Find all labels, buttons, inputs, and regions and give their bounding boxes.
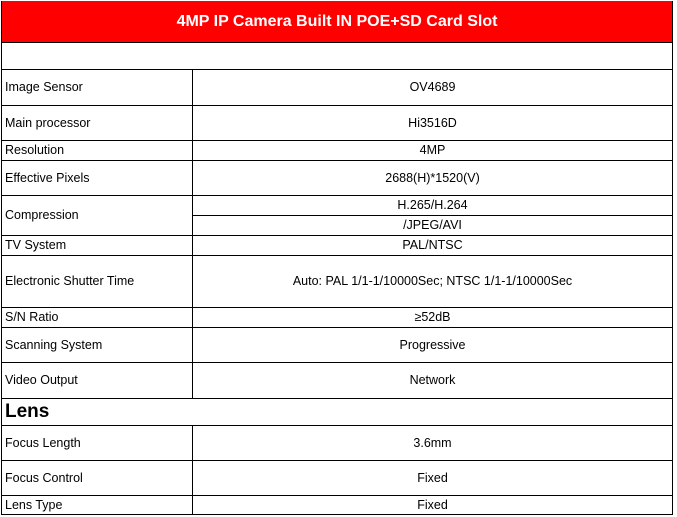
row-value-resolution: 4MP (419, 143, 446, 157)
row-label-compression: Compression (5, 208, 79, 222)
row-value-lens-type: Fixed (417, 497, 448, 512)
row-value-sn-ratio: ≥52dB (414, 310, 451, 324)
spec-table (1, 1, 673, 515)
row-label-main-processor: Main processor (5, 115, 91, 130)
row-label-tv-system: TV System (5, 238, 67, 252)
section-heading-lens: Lens (5, 400, 50, 422)
row-label-effective-pixels: Effective Pixels (5, 170, 90, 185)
row-label-image-sensor: Image Sensor (5, 80, 83, 94)
row-label-focus-length: Focus Length (5, 435, 81, 450)
row-label-focus-control: Focus Control (5, 470, 83, 485)
row-value-shutter-time: Auto: PAL 1/1-1/10000Sec; NTSC 1/1-1/10000Sec (292, 274, 573, 288)
row-label-lens-type: Lens Type (5, 497, 63, 512)
row-label-video-output: Video Output (5, 373, 78, 387)
row-value-compression-2: /JPEG/AVI (403, 218, 462, 232)
row-label-resolution: Resolution (5, 143, 65, 157)
row-divider (2, 398, 672, 399)
row-value-tv-system: PAL/NTSC (402, 238, 463, 252)
row-value-scanning-system: Progressive (399, 337, 466, 352)
row-label-scanning-system: Scanning System (5, 337, 103, 352)
table-title: 4MP IP Camera Built IN POE+SD Card Slot (2, 1, 672, 43)
row-value-image-sensor: OV4689 (409, 80, 456, 94)
row-value-effective-pixels: 2688(H)*1520(V) (385, 170, 480, 185)
row-value-compression-1: H.265/H.264 (397, 198, 468, 212)
row-value-focus-control: Fixed (417, 470, 448, 485)
row-divider (2, 514, 672, 515)
row-label-shutter-time: Electronic Shutter Time (5, 274, 135, 288)
row-value-focus-length: 3.6mm (413, 435, 452, 450)
row-label-sn-ratio: S/N Ratio (5, 310, 59, 324)
row-value-video-output: Network (409, 373, 456, 387)
row-value-main-processor: Hi3516D (408, 115, 457, 130)
